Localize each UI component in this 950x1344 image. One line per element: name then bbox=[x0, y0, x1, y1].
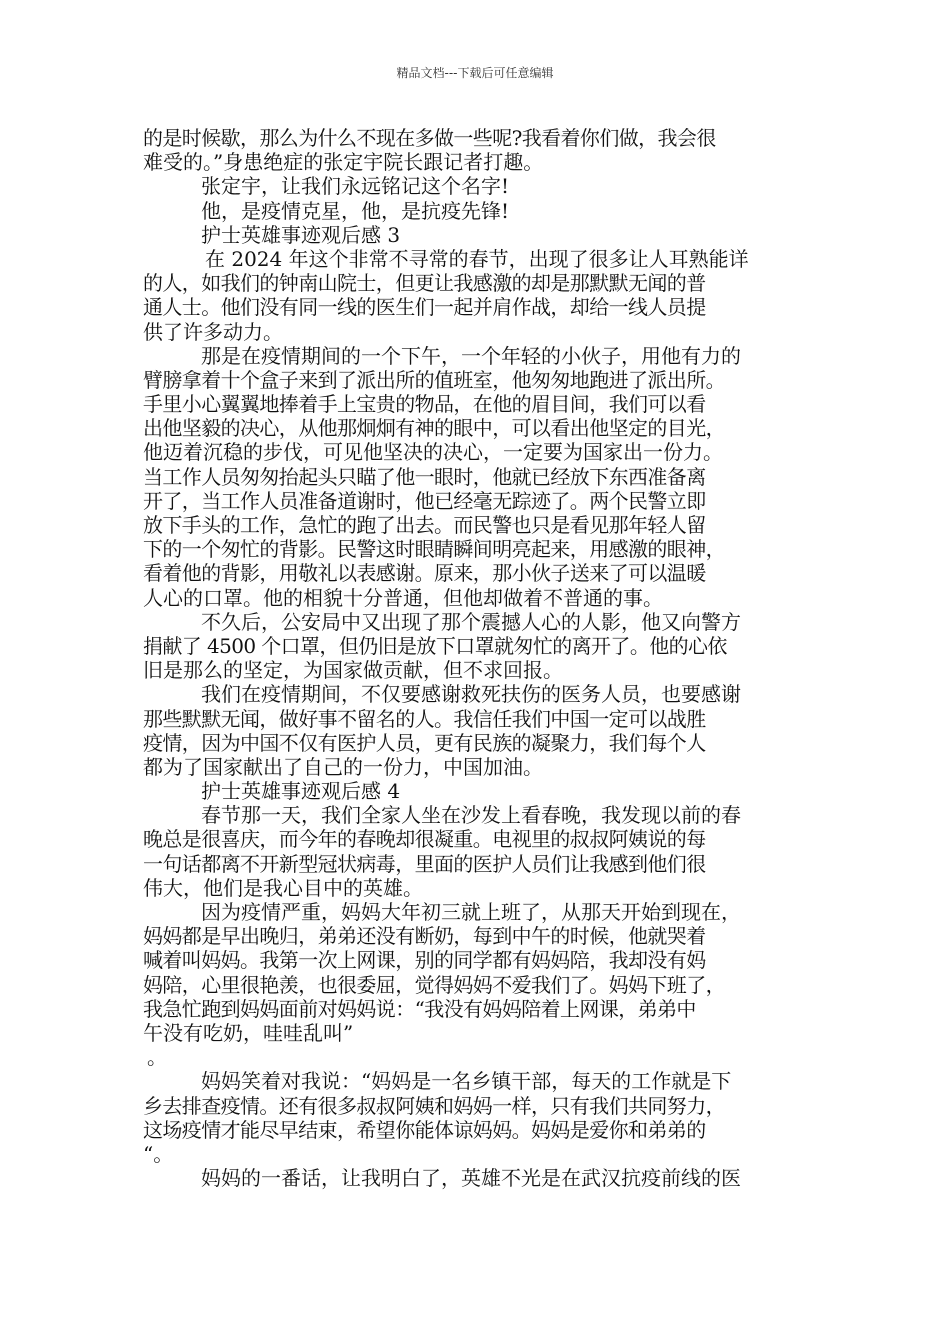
text-line: 旧是那么的坚定，为国家做贡献，但不求回报。 bbox=[143, 658, 563, 683]
text-line: 臂膀拿着十个盒子来到了派出所的值班室，他匆匆地跑进了派出所。 bbox=[143, 367, 725, 392]
text-line: 开了，当工作人员准备道谢时，他已经毫无踪迹了。两个民警立即 bbox=[143, 488, 706, 513]
text-line: 妈妈都是早出晚归，弟弟还没有断奶，每到中午的时候，他就哭着 bbox=[143, 924, 706, 949]
text-line: 当工作人员匆匆抬起头只瞄了他一眼时，他就已经放下东西准备离 bbox=[143, 464, 706, 489]
text-line: 不久后，公安局中又出现了那个震撼人心的人影，他又向警方 bbox=[201, 609, 741, 634]
text-line: 他，是疫情克星，他，是抗疫先锋! bbox=[201, 198, 510, 223]
text-line: 的是时候歇，那么为什么不现在多做一些呢?我看着你们做，我会很 bbox=[143, 126, 716, 150]
text-line: 手里小心翼翼地捧着手上宝贵的物品，在他的眉目间，我们可以看 bbox=[143, 392, 706, 417]
text-line: 妈陪，心里很艳羡，也很委屈，觉得妈妈不爱我们了。妈妈下班了， bbox=[143, 972, 725, 997]
text-line: 我们在疫情期间，不仅要感谢救死扶伤的医务人员，也要感谢 bbox=[201, 682, 741, 707]
text-line: 在 2024 年这个非常不寻常的春节，出现了很多让人耳熟能详 bbox=[205, 246, 749, 271]
text-line: 通人士。他们没有同一线的医生们一起并肩作战，却给一线人员提 bbox=[143, 295, 706, 320]
page-header: 精品文档---下载后可任意编辑 bbox=[396, 66, 554, 80]
text-line: 捐献了 4500 个口罩，但仍旧是放下口罩就匆忙的离开了。他的心依 bbox=[143, 633, 727, 658]
section-heading: 护士英雄事迹观后感 4 bbox=[201, 779, 401, 804]
text-line: 一句话都离不开新型冠状病毒，里面的医护人员们让我感到他们很 bbox=[143, 851, 706, 876]
document-body bbox=[143, 126, 807, 1190]
text-line: 出他坚毅的决心，从他那炯炯有神的眼中，可以看出他坚定的目光， bbox=[143, 416, 725, 441]
text-line: 难受的。”身患绝症的张定宇院长跟记者打趣。 bbox=[143, 150, 544, 175]
text-line: 那些默默无闻，做好事不留名的人。我信任我们中国一定可以战胜 bbox=[143, 706, 706, 731]
text-line: 伟大，他们是我心目中的英雄。 bbox=[143, 875, 423, 900]
text-line: 那是在疫情期间的一个下午，一个年轻的小伙子，用他有力的 bbox=[201, 343, 741, 368]
text-line: 晚总是很喜庆，而今年的春晚却很凝重。电视里的叔叔阿姨说的每 bbox=[143, 827, 706, 852]
text-line: 看着他的背影，用敬礼以表感谢。原来，那小伙子送来了可以温暖 bbox=[143, 561, 706, 586]
text-line: 妈妈笑着对我说：“妈妈是一名乡镇干部，每天的工作就是下 bbox=[201, 1069, 732, 1094]
text-line: 都为了国家献出了自己的一份力，中国加油。 bbox=[143, 754, 543, 779]
text-line: 他迈着沉稳的步伐，可见他坚决的决心，一定要为国家出一份力。 bbox=[143, 440, 723, 465]
text-line: 下的一个匆忙的背影。民警这时眼睛瞬间明亮起来，用感激的眼神， bbox=[143, 537, 725, 562]
text-line: 供了许多动力。 bbox=[143, 319, 283, 344]
text-line: 午没有吃奶，哇哇乱叫” bbox=[143, 1020, 354, 1045]
text-line: 春节那一天，我们全家人坐在沙发上看春晚，我发现以前的春 bbox=[201, 803, 741, 828]
section-heading: 护士英雄事迹观后感 3 bbox=[201, 222, 401, 247]
text-line: 喊着叫妈妈。我第一次上网课，别的同学都有妈妈陪，我却没有妈 bbox=[143, 948, 706, 973]
text-line: 疫情，因为中国不仅有医护人员，更有民族的凝聚力，我们每个人 bbox=[143, 730, 706, 755]
text-line: 的人，如我们的钟南山院士，但更让我感激的却是那默默无闻的普 bbox=[143, 271, 706, 296]
text-line: “。 bbox=[143, 1141, 174, 1166]
text-line: 妈妈的一番话，让我明白了，英雄不光是在武汉抗疫前线的医 bbox=[201, 1166, 741, 1191]
text-line: 这场疫情才能尽早结束，希望你能体谅妈妈。妈妈是爱你和弟弟的 bbox=[143, 1117, 706, 1142]
text-line: 。 bbox=[147, 1045, 167, 1070]
text-line: 因为疫情严重，妈妈大年初三就上班了，从那天开始到现在， bbox=[201, 900, 741, 924]
text-line: 张定宇，让我们永远铭记这个名字! bbox=[201, 174, 510, 199]
text-line: 乡去排查疫情。还有很多叔叔阿姨和妈妈一样，只有我们共同努力， bbox=[143, 1093, 725, 1118]
text-line: 人心的口罩。他的相貌十分普通，但他却做着不普通的事。 bbox=[143, 585, 663, 610]
text-line: 放下手头的工作，急忙的跑了出去。而民警也只是看见那年轻人留 bbox=[143, 513, 706, 537]
text-line: 我急忙跑到妈妈面前对妈妈说：“我没有妈妈陪着上网课，弟弟中 bbox=[143, 996, 696, 1021]
